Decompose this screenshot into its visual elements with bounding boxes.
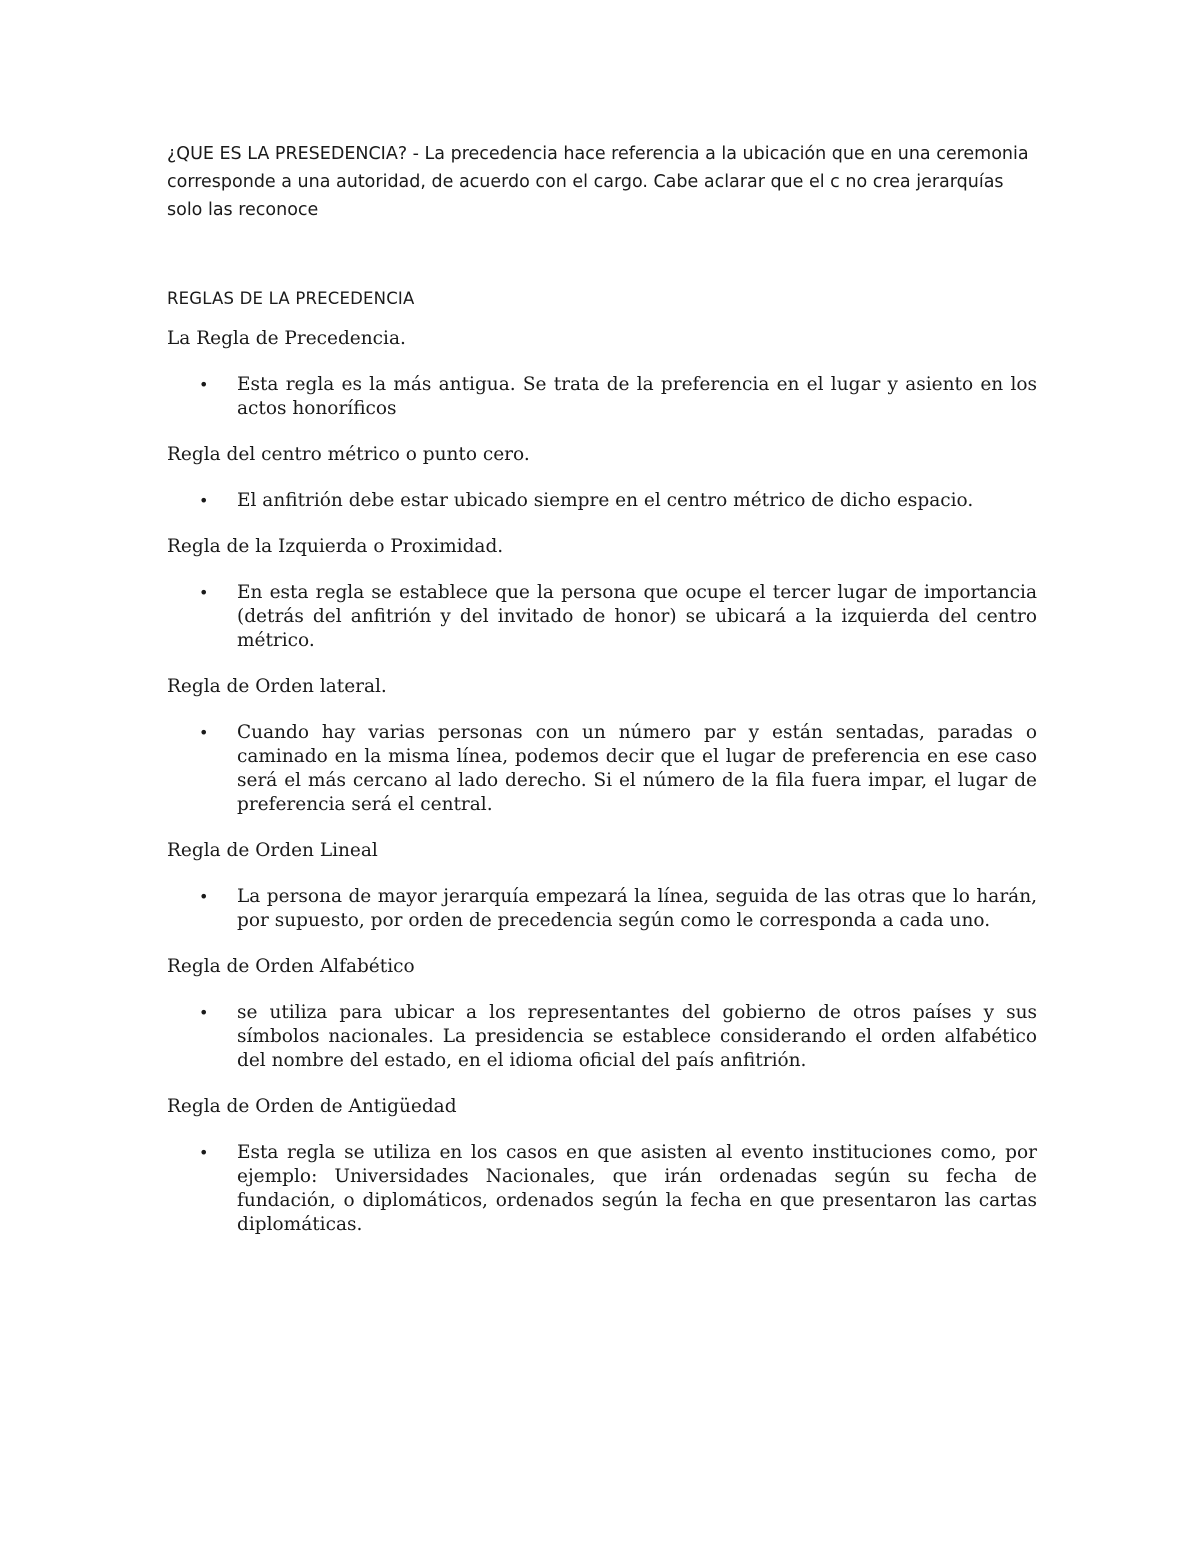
rule-section <box>167 955 1037 1073</box>
rule-bullet-list <box>167 489 1037 513</box>
bullet-icon: • <box>199 583 209 602</box>
rule-bullet-list <box>167 721 1037 817</box>
rule-bullet-text: se utiliza para ubicar a los representantes del gobierno de otros países y sus símbolos nacionales. La presidencia se establece considerando el orden alfabético del nombre del estado, en el idioma oficial del país anfitrión. <box>237 1002 1037 1071</box>
rule-bullet-item <box>199 489 1037 513</box>
rule-heading: Regla de Orden Alfabético <box>167 956 415 977</box>
rule-bullet-text: El anfitrión debe estar ubicado siempre en el centro métrico de dicho espacio. <box>237 490 974 511</box>
bullet-icon: • <box>199 1003 209 1022</box>
rule-bullet-text: Esta regla se utiliza en los casos en que asisten al evento instituciones como, por ejemplo: Universidades Nacionales, que irán ordenadas según su fecha de fundación, o diplomáticos, ordenados según la fecha en que presentaron las cartas diplomáticas. <box>237 1142 1037 1235</box>
rule-bullet-text: Esta regla es la más antigua. Se trata de la preferencia en el lugar y asiento en los actos honoríficos <box>237 374 1037 419</box>
rule-section <box>167 535 1037 653</box>
rule-section <box>167 443 1037 513</box>
rule-bullet-item <box>199 373 1037 421</box>
bullet-icon: • <box>199 723 209 742</box>
rules-list <box>167 327 1037 1237</box>
rule-bullet-list <box>167 581 1037 653</box>
rule-bullet-list <box>167 1141 1037 1237</box>
rule-bullet-item <box>199 581 1037 653</box>
rule-section <box>167 675 1037 817</box>
rule-bullet-list <box>167 885 1037 933</box>
rule-heading: Regla de Orden Lineal <box>167 840 378 861</box>
rule-heading: Regla de la Izquierda o Proximidad. <box>167 536 504 557</box>
rule-bullet-text: La persona de mayor jerarquía empezará la línea, seguida de las otras que lo harán, por supuesto, por orden de precedencia según como le corresponda a cada uno. <box>237 886 1037 931</box>
rule-bullet-item <box>199 885 1037 933</box>
rule-section <box>167 839 1037 933</box>
rule-heading: Regla de Orden lateral. <box>167 676 387 697</box>
bullet-icon: • <box>199 375 209 394</box>
rule-heading: Regla de Orden de Antigüedad <box>167 1096 457 1117</box>
rule-heading: La Regla de Precedencia. <box>167 328 406 349</box>
rule-bullet-text: Cuando hay varias personas con un número par y están sentadas, paradas o caminado en la misma línea, podemos decir que el lugar de preferencia en ese caso será el más cercano al lado derecho. Si el número de la fila fuera impar, el lugar de preferencia será el central. <box>237 722 1037 815</box>
rule-heading: Regla del centro métrico o punto cero. <box>167 444 530 465</box>
rule-section <box>167 327 1037 421</box>
rule-bullet-list <box>167 1001 1037 1073</box>
rule-bullet-list <box>167 373 1037 421</box>
rule-bullet-item <box>199 1001 1037 1073</box>
section-title: REGLAS DE LA PRECEDENCIA <box>167 289 415 308</box>
bullet-icon: • <box>199 887 209 906</box>
intro-paragraph: ¿QUE ES LA PRESEDENCIA? - La precedencia hace referencia a la ubicación que en una ceremonia corresponde a una autoridad, de acuerdo con el cargo. Cabe aclarar que el c no crea jerarquías solo las reconoce <box>167 144 1029 220</box>
bullet-icon: • <box>199 491 209 510</box>
rule-bullet-item <box>199 1141 1037 1237</box>
rule-section <box>167 1095 1037 1237</box>
rule-bullet-item <box>199 721 1037 817</box>
bullet-icon: • <box>199 1143 209 1162</box>
rule-bullet-text: En esta regla se establece que la persona que ocupe el tercer lugar de importancia (detrás del anfitrión y del invitado de honor) se ubicará a la izquierda del centro métrico. <box>237 582 1037 651</box>
